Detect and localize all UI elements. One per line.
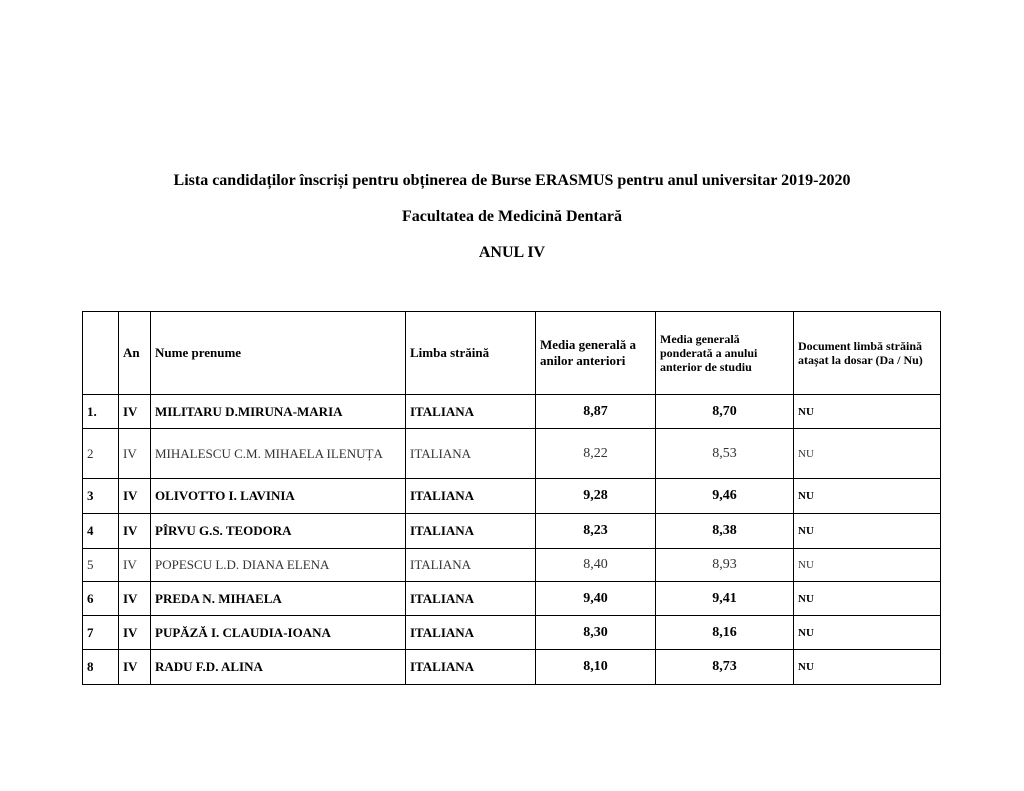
header-an: An: [119, 312, 151, 395]
row-language: ITALIANA: [406, 650, 536, 685]
row-document: NU: [794, 582, 941, 616]
row-language: ITALIANA: [406, 514, 536, 549]
row-year: IV: [119, 395, 151, 429]
table-row: [83, 429, 941, 479]
row-name: MIHALESCU C.M. MIHAELA ILENUȚA: [151, 429, 406, 479]
row-year: IV: [119, 479, 151, 514]
row-year: IV: [119, 429, 151, 479]
year-heading: ANUL IV: [478, 244, 546, 261]
table-row: [83, 479, 941, 514]
row-weighted-average: 8,16: [656, 616, 794, 650]
row-year: IV: [119, 582, 151, 616]
row-average: 9,28: [536, 479, 656, 514]
row-name: MILITARU D.MIRUNA-MARIA: [151, 395, 406, 429]
row-number: 7: [83, 616, 119, 650]
row-name: PÎRVU G.S. TEODORA: [151, 514, 406, 549]
row-weighted-average: 8,38: [656, 514, 794, 549]
row-average: 9,40: [536, 582, 656, 616]
row-document: NU: [794, 616, 941, 650]
table-header-row: [83, 312, 941, 395]
table-row: [83, 582, 941, 616]
header-average: Media generală a anilor anteriori: [536, 312, 656, 395]
row-language: ITALIANA: [406, 429, 536, 479]
row-weighted-average: 9,41: [656, 582, 794, 616]
row-name: PUPĂZĂ I. CLAUDIA-IOANA: [151, 616, 406, 650]
row-weighted-average: 8,73: [656, 650, 794, 685]
faculty-heading: Facultatea de Medicină Dentară: [402, 208, 622, 225]
row-number: 2: [83, 429, 119, 479]
table-row: [83, 616, 941, 650]
row-weighted-average: 8,93: [656, 549, 794, 582]
header-document: Document limbă străină atașat la dosar (Da / Nu): [794, 312, 941, 395]
row-document: NU: [794, 650, 941, 685]
row-document: NU: [794, 479, 941, 514]
row-year: IV: [119, 650, 151, 685]
row-language: ITALIANA: [406, 549, 536, 582]
row-name: POPESCU L.D. DIANA ELENA: [151, 549, 406, 582]
row-average: 8,23: [536, 514, 656, 549]
table-row: [83, 395, 941, 429]
row-number: 3: [83, 479, 119, 514]
row-document: NU: [794, 549, 941, 582]
row-language: ITALIANA: [406, 479, 536, 514]
row-language: ITALIANA: [406, 582, 536, 616]
row-number: 4: [83, 514, 119, 549]
header-weighted-average: Media generală ponderată a anului anterior de studiu: [656, 312, 794, 395]
row-number: 1.: [83, 395, 119, 429]
row-document: NU: [794, 395, 941, 429]
row-weighted-average: 8,53: [656, 429, 794, 479]
table-row: [83, 650, 941, 685]
row-name: OLIVOTTO I. LAVINIA: [151, 479, 406, 514]
row-year: IV: [119, 514, 151, 549]
row-number: 8: [83, 650, 119, 685]
row-weighted-average: 9,46: [656, 479, 794, 514]
row-language: ITALIANA: [406, 395, 536, 429]
row-number: 6: [83, 582, 119, 616]
row-document: NU: [794, 514, 941, 549]
row-document: NU: [794, 429, 941, 479]
header-language: Limba străină: [406, 312, 536, 395]
candidates-table: [82, 311, 941, 685]
row-number: 5: [83, 549, 119, 582]
document-title: Lista candidaților înscriși pentru obținerea de Burse ERASMUS pentru anul universitar 2019-2020: [173, 172, 851, 189]
table-row: [83, 514, 941, 549]
row-average: 8,30: [536, 616, 656, 650]
row-year: IV: [119, 616, 151, 650]
header-name: Nume prenume: [151, 312, 406, 395]
row-language: ITALIANA: [406, 616, 536, 650]
row-name: RADU F.D. ALINA: [151, 650, 406, 685]
row-average: 8,10: [536, 650, 656, 685]
row-weighted-average: 8,70: [656, 395, 794, 429]
row-average: 8,40: [536, 549, 656, 582]
row-average: 8,87: [536, 395, 656, 429]
row-name: PREDA N. MIHAELA: [151, 582, 406, 616]
table-row: [83, 549, 941, 582]
header-nr: [83, 312, 119, 395]
row-average: 8,22: [536, 429, 656, 479]
row-year: IV: [119, 549, 151, 582]
